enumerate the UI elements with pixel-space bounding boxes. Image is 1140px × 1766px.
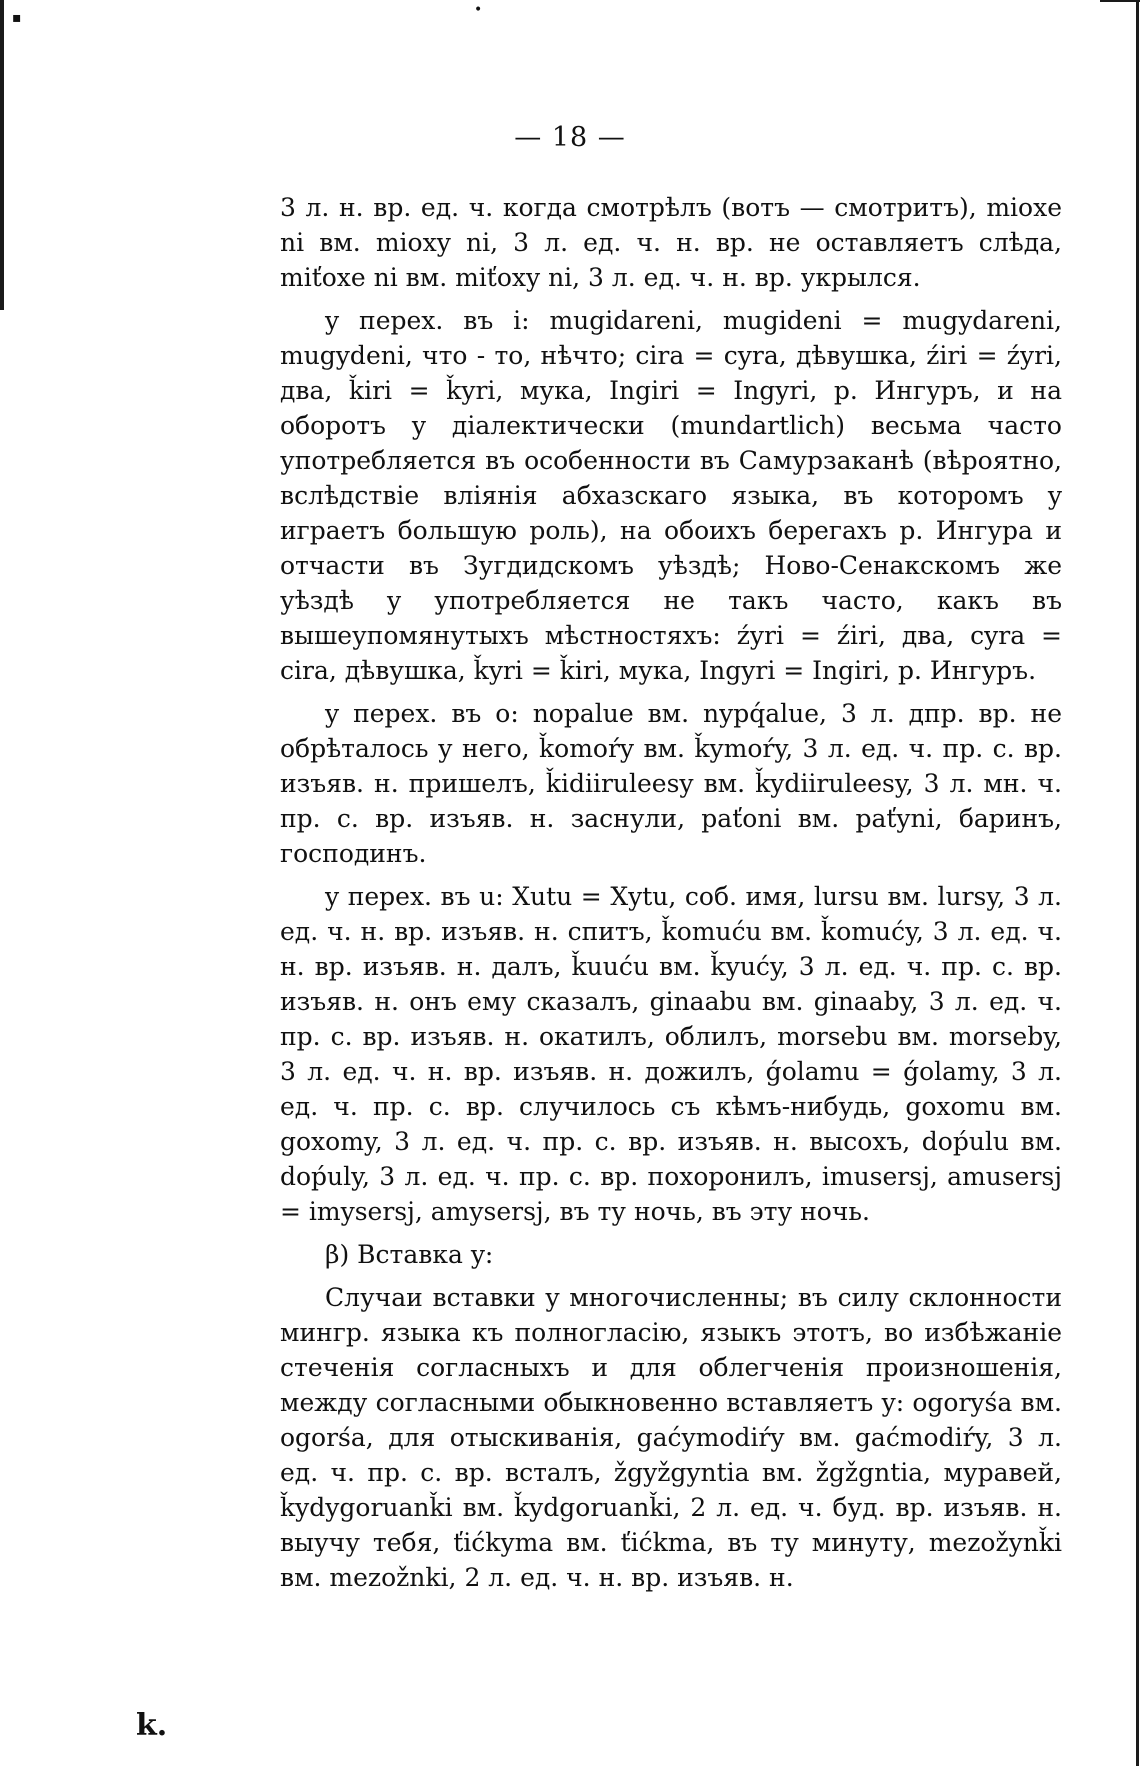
paragraph: Случаи вставки y многочисленны; въ силу склонности мингр. языка къ полногласію, языкъ этотъ, во избѣжаніе стеченія согласныхъ и для облегченія произношенія, между согласными обыкновенно вставляетъ y: ogoryśa вм. ogorśa, для отыскиванія, gaćymodiŕy вм. gaćmodiŕy, 3 л. ед. ч. пр. с. вр. всталъ, žgyžgyntia вм. žgžgntia, муравей, ǩydygoruanǩi вм. ǩydgoruanǩi, 2 л. ед. ч. буд. вр. изъяв. н. выучу тебя, ťićkyma вм. ťićkma, въ ту минуту, mezožynǩi вм. mezožnki, 2 л. ед. ч. н. вр. изъяв. н. [280, 1283, 1062, 1592]
page-edge-right [1136, 0, 1139, 1766]
paragraph: y перех. въ o: nopalue вм. nypq́alue, 3 л. дпр. вр. не обрѣталось у него, ǩomoŕy вм. ǩymoŕy, 3 л. ед. ч. пр. с. вр. изъяв. н. пришелъ, ǩidiiruleesy вм. ǩydiiruleesy, 3 л. мн. ч. пр. с. вр. изъяв. н. заснули, paťoni вм. paťyni, баринъ, господинъ. [280, 699, 1062, 868]
page-number: — 18 — [514, 122, 626, 153]
body-text [280, 190, 1062, 1603]
paragraph: y перех. въ i: mugidareni, mugideni = mugydareni, mugydeni, что - то, нѣчто; cira = cyra, дѣвушка, źiri = źyri, два, ǩiri = ǩyri, мука, Ingiri = Ingyri, р. Ингуръ, и на оборотъ y діалектически (mundartlich) весьма часто употребляется въ особенности въ Самурзаканѣ (вѣроятно, вслѣдствіе вліянія абхазскаго языка, въ которомъ y играетъ большую роль), на обоихъ берегахъ р. Ингура и отчасти въ Зугдидскомъ уѣздѣ; Ново-Сенакскомъ же уѣздѣ y употребляется не такъ часто, какъ въ вышеупомянутыхъ мѣстностяхъ: źyri = źiri, два, cyra = cira, дѣвушка, ǩyri = ǩiri, мука, Ingyri = Ingiri, р. Ингуръ. [280, 306, 1062, 685]
page-edge-left [0, 0, 4, 310]
section-heading: β) Вставка y: [325, 1240, 494, 1269]
paragraph: y перех. въ u: Xutu = Xytu, соб. имя, lursu вм. lursy, 3 л. ед. ч. н. вр. изъяв. н. спитъ, ǩomuću вм. ǩomućy, 3 л. ед. ч. н. вр. изъяв. н. далъ, ǩuuću вм. ǩyućy, 3 л. ед. ч. пр. с. вр. изъяв. н. онъ ему сказалъ, ginaabu вм. ginaaby, 3 л. ед. ч. пр. с. вр. изъяв. н. окатилъ, облилъ, morsebu вм. morseby, 3 л. ед. ч. н. вр. изъяв. н. дожилъ, ǵolamu = ǵolamy, 3 л. ед. ч. пр. с. вр. случилось съ кѣмъ-нибудь, goxomu вм. goxomy, 3 л. ед. ч. пр. с. вр. изъяв. н. высохъ, doṕulu вм. doṕuly, 3 л. ед. ч. пр. с. вр. похоронилъ, imusersj, amusersj = imysersj, amysersj, въ ту ночь, въ эту ночь. [280, 882, 1062, 1226]
corner-mark: k. [136, 1708, 168, 1743]
speck: • [474, 2, 483, 18]
speck: ▪ [12, 10, 22, 26]
paragraph: 3 л. н. вр. ед. ч. когда смотрѣлъ (вотъ — смотритъ), mioxe ni вм. mioxy ni, 3 л. ед. ч. н. вр. не оставляетъ слѣда, miťoxe ni вм. miťoxy ni, 3 л. ед. ч. н. вр. укрылся. [280, 193, 1062, 292]
page-edge-top-right [1100, 0, 1140, 2]
